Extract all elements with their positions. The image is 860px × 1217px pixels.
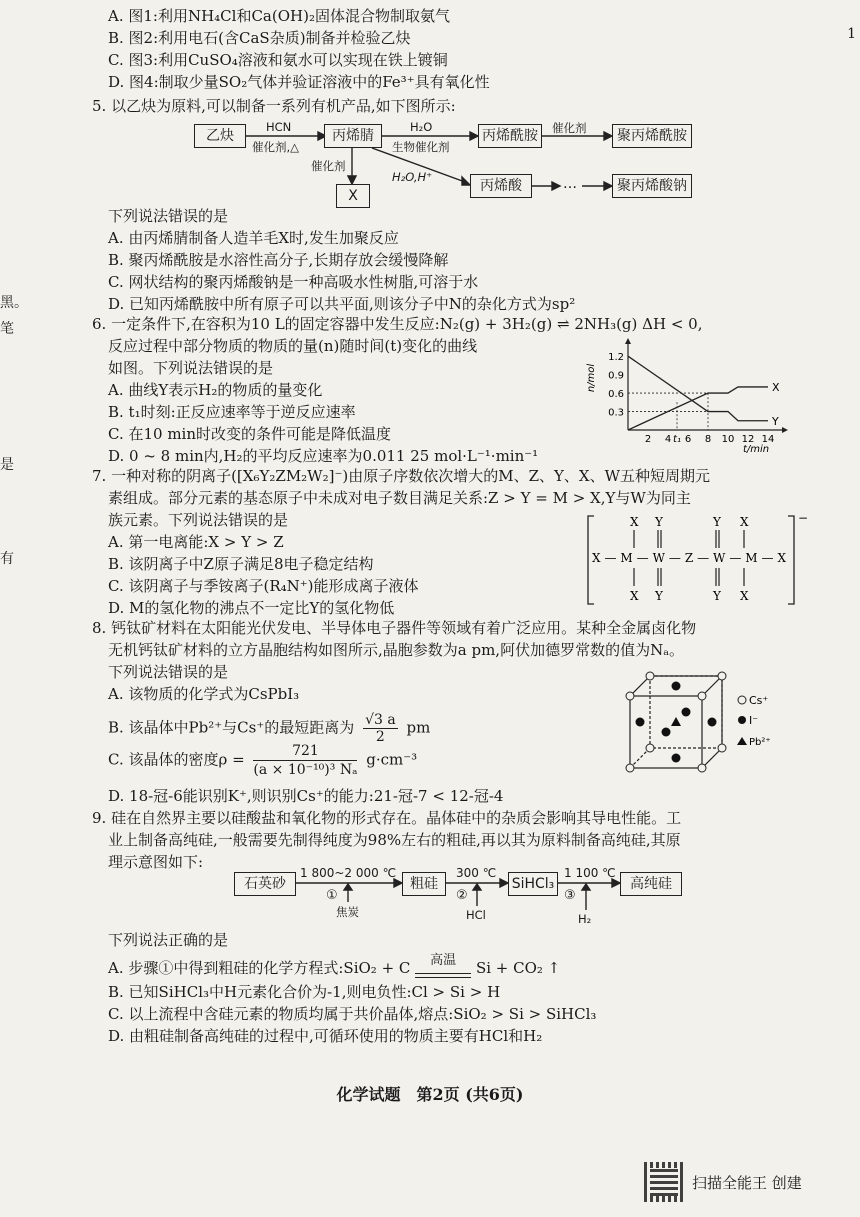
y-tick-label: 0.3 [608, 407, 624, 419]
q5-option-c: C. 网状结构的聚丙烯酸钠是一种高吸水性树脂,可溶于水 [108, 273, 479, 291]
flow-quartz: 石英砂 [234, 872, 296, 896]
node-acrylamide: 丙烯酰胺 [478, 124, 542, 148]
q9-ask: 下列说法正确的是 [108, 931, 229, 949]
q6-option-d: D. 0 ~ 8 min内,H₂的平均反应速率为0.011 25 mol·L⁻¹·min⁻¹ [108, 447, 539, 465]
label-bio-cat: 生物催化剂 [392, 140, 450, 154]
flow-reagent-coke: 焦炭 [336, 905, 359, 919]
y-tick-label: 0.9 [608, 370, 624, 382]
q5-option-b: B. 聚丙烯酰胺是水溶性高分子,长期存放会缓慢降解 [108, 251, 449, 269]
series-label-Y: Y [772, 414, 779, 428]
q9-stem-1: 9. 硅在自然界主要以硅酸盐和氧化物的形式存在。晶体硅中的杂质会影响其导电性能。工 [92, 809, 682, 827]
q8-c-text: C. 该晶体的密度ρ = [108, 750, 245, 769]
q6-stem-1: 6. 一定条件下,在容积为10 L的固定容器中发生反应:N₂(g) + 3H₂(g) ⇌ 2NH₃(g) ΔH < 0, [92, 315, 703, 333]
q5-option-a: A. 由丙烯腈制备人造羊毛X时,发生加聚反应 [108, 229, 399, 247]
legend-pb: Pb²⁺ [749, 737, 771, 748]
q9-a-cond-text: 高温 [430, 953, 457, 968]
q8-stem-3: 下列说法错误的是 [108, 663, 229, 681]
series-label-X: X [772, 380, 780, 394]
node-polyacrylamide: 聚丙烯酰胺 [612, 124, 692, 148]
node-ellipsis: … [563, 176, 577, 192]
q9-option-a [108, 953, 561, 978]
flow-temp-2: 300 ℃ [456, 866, 497, 880]
x-tick-label: 10 [721, 434, 735, 445]
margin-fragment-1: 黑。 [0, 295, 28, 311]
flow-step-3: ③ [564, 888, 576, 903]
corner-number: 1 [847, 26, 856, 42]
q9-option-c: C. 以上流程中含硅元素的物质均属于共价晶体,熔点:SiO₂ > Si > SiHCl₃ [108, 1005, 597, 1023]
q8-b-den: 2 [375, 729, 385, 745]
label-h2o: H₂O [410, 120, 433, 134]
prev-option-a: A. 图1:利用NH₄Cl和Ca(OH)₂固体混合物制取氨气 [108, 7, 450, 25]
q9-a-condition [415, 953, 471, 978]
q7-stem-2: 素组成。部分元素的基态原子中未成对电子数目满足关系:Z > Y = M > X,Y与W为同主 [108, 489, 691, 507]
q9-a-text: A. 步骤①中得到粗硅的化学方程式:SiO₂ + C [108, 959, 411, 977]
x-tick-label: 12 [741, 434, 755, 445]
q7-structure-mid: X—M—W—Z—W—M—X [592, 551, 786, 565]
q7-stem-3: 族元素。下列说法错误的是 [108, 511, 289, 529]
y-tick-label: 1.2 [608, 352, 624, 364]
x-axis-label: t/min [743, 444, 770, 455]
q8-b-unit: pm [406, 718, 431, 737]
label-cat2: 催化剂 [311, 159, 346, 173]
q9-stem-2: 业上制备高纯硅,一般需要先制得纯度为98%左右的粗硅,再以其为原料制备高纯硅,其原 [108, 831, 681, 849]
svg-text:X: X [740, 515, 749, 529]
label-hcn: HCN [266, 120, 292, 134]
q8-b-text: B. 该晶体中Pb²⁺与Cs⁺的最短距离为 [108, 718, 355, 737]
q7-option-c: C. 该阴离子与季铵离子(R₄N⁺)能形成离子液体 [108, 577, 419, 595]
q6-option-c: C. 在10 min时改变的条件可能是降低温度 [108, 425, 392, 443]
flow-temp-1: 1 800~2 000 ℃ [300, 866, 397, 880]
q6-option-b: B. t₁时刻:正反应速率等于逆反应速率 [108, 403, 356, 421]
x-tick-label: 14 [761, 434, 775, 445]
legend-cs: Cs⁺ [749, 694, 769, 707]
q5-stem: 5. 以乙炔为原料,可以制备一系列有机产品,如下图所示: [92, 97, 456, 115]
svg-text:Y: Y [713, 515, 721, 529]
q8-c-unit: g·cm⁻³ [366, 750, 418, 769]
node-acrylic-acid: 丙烯酸 [470, 174, 532, 198]
q8-stem-2: 无机钙钛矿材料的立方晶胞结构如图所示,晶胞参数为a pm,阿伏加德罗常数的值为Nₐ。 [108, 641, 684, 659]
label-h2o-h: H₂O,H⁺ [392, 170, 433, 184]
flow-reagent-hcl: HCl [466, 908, 486, 922]
q7-option-b: B. 该阴离子中Z原子满足8电子稳定结构 [108, 555, 374, 573]
margin-fragment-3: 是 [0, 457, 14, 473]
q8-stem-1: 8. 钙钛矿材料在太阳能光伏发电、半导体电子器件等领域有着广泛应用。某种全金属卤化物 [92, 619, 697, 637]
prev-option-b: B. 图2:利用电石(含CaS杂质)制备并检验乙炔 [108, 29, 411, 47]
q7-option-d: D. M的氢化物的沸点不一定比Y的氢化物低 [108, 599, 395, 617]
svg-text:X: X [740, 589, 749, 603]
legend-i: I⁻ [749, 714, 759, 727]
margin-fragment-2: 笔 [0, 321, 14, 337]
x-tick-label: 2 [644, 434, 652, 445]
flow-crude-si: 粗硅 [402, 872, 446, 896]
node-sodium-polyacrylate: 聚丙烯酸钠 [612, 174, 692, 198]
flow-reagent-h2: H₂ [578, 912, 592, 926]
q8-option-a: A. 该物质的化学式为CsPbI₃ [108, 685, 300, 703]
prev-option-c: C. 图3:利用CuSO₄溶液和氨水可以实现在铁上镀铜 [108, 51, 448, 69]
page-footer: 化学试题 第2页 (共6页) [336, 1085, 524, 1104]
flow-step-1: ① [326, 888, 338, 903]
svg-text:Y: Y [713, 589, 721, 603]
q8-b-num: √3 a [365, 712, 396, 728]
x-tick-label: 6 [684, 434, 692, 445]
q7-charge: − [798, 511, 809, 525]
q9-stem-3: 理示意图如下: [108, 853, 204, 871]
y-tick-label: 0.6 [608, 389, 624, 401]
label-cond1: 催化剂,△ [252, 140, 299, 154]
q5-ask: 下列说法错误的是 [108, 207, 229, 225]
q8-c-den: (a × 10⁻¹⁰)³ Nₐ [253, 762, 358, 778]
qr-code-icon [644, 1162, 684, 1202]
svg-text:X: X [630, 515, 639, 529]
flow-pure-si: 高纯硅 [620, 872, 682, 896]
svg-text:X: X [630, 589, 639, 603]
q7-option-a: A. 第一电离能:X > Y > Z [108, 533, 284, 551]
q9-option-b: B. 已知SiHCl₃中H元素化合价为-1,则电负性:Cl > Si > H [108, 983, 501, 1001]
margin-fragment-4: 有 [0, 551, 14, 567]
q9-option-d: D. 由粗硅制备高纯硅的过程中,可循环使用的物质主要有HCl和H₂ [108, 1027, 543, 1045]
flow-sihcl3: SiHCl₃ [508, 872, 558, 896]
flow-step-2: ② [456, 888, 468, 903]
svg-text:Y: Y [655, 515, 663, 529]
q6-option-a: A. 曲线Y表示H₂的物质的量变化 [108, 381, 323, 399]
q9-a-products: Si + CO₂ ↑ [475, 959, 561, 977]
q8-c-num: 721 [253, 742, 357, 761]
q5-option-d: D. 已知丙烯酰胺中所有原子可以共平面,则该分子中N的杂化方式为sp² [108, 295, 576, 313]
flow-temp-3: 1 100 ℃ [564, 866, 616, 880]
x-tick-label: 8 [704, 434, 712, 445]
q7-stem-1: 7. 一种对称的阴离子([X₆Y₂ZM₂W₂]⁻)由原子序数依次增大的M、Z、Y、X、W五种短周期元 [92, 467, 711, 485]
x-tick-label: 4 [664, 434, 672, 445]
q8-option-d: D. 18-冠-6能识别K⁺,则识别Cs⁺的能力:21-冠-7 < 12-冠-4 [108, 787, 504, 805]
q6-stem-2: 反应过程中部分物质的物质的量(n)随时间(t)变化的曲线 [108, 337, 478, 355]
y-axis-label: n/mol [586, 363, 597, 393]
label-cat1: 催化剂 [552, 121, 587, 135]
prev-option-d: D. 图4:制取少量SO₂气体并验证溶液中的Fe³⁺具有氧化性 [108, 73, 490, 91]
x-tick-label: t₁ [673, 434, 681, 445]
scanner-watermark: 扫描全能王 创建 [692, 1174, 802, 1192]
node-x: X [336, 184, 370, 208]
node-acrylonitrile: 丙烯腈 [324, 124, 382, 148]
svg-text:Y: Y [655, 589, 663, 603]
node-acetylene: 乙炔 [194, 124, 246, 148]
q6-stem-3: 如图。下列说法错误的是 [108, 359, 274, 377]
